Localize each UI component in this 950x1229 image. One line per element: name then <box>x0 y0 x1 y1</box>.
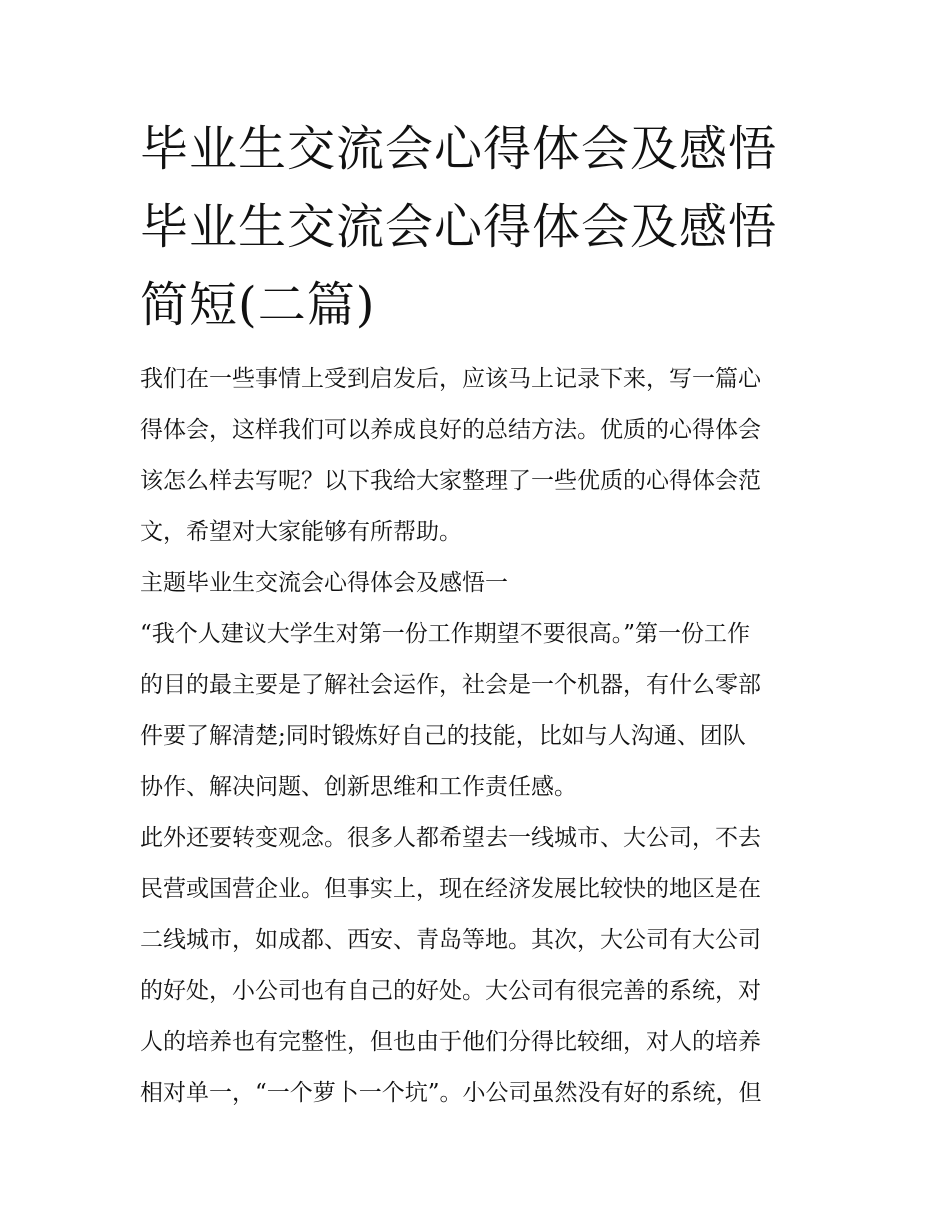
title-line: 简短(二篇) <box>140 277 376 333</box>
text-line: 主题毕业生交流会心得体会及感悟一 <box>140 570 508 596</box>
text-line: 的好处，小公司也有自己的好处。大公司有很完善的系统，对 <box>140 978 761 1004</box>
text-line: 人的培养也有完整性，但也由于他们分得比较细，对人的培养 <box>140 1029 761 1055</box>
text-line: 二线城市，如成都、西安、青岛等地。其次，大公司有大公司 <box>140 927 761 953</box>
text-line: 的目的最主要是了解社会运作，社会是一个机器，有什么零部 <box>140 672 761 698</box>
text-line: 文，希望对大家能够有所帮助。 <box>140 519 462 545</box>
text-line: 得体会，这样我们可以养成良好的总结方法。优质的心得体会 <box>140 417 761 443</box>
document-body <box>140 354 812 1119</box>
text-line: 我们在一些事情上受到启发后，应该马上记录下来，写一篇心 <box>140 366 761 392</box>
title-line: 毕业生交流会心得体会及感悟 <box>140 121 778 177</box>
body-paragraph <box>140 609 812 813</box>
text-line: 此外还要转变观念。很多人都希望去一线城市、大公司，不去 <box>140 825 761 851</box>
text-line: “我个人建议大学生对第一份工作期望不要很高。”第一份工作 <box>140 621 751 647</box>
section-heading <box>140 558 812 609</box>
title-line: 毕业生交流会心得体会及感悟 <box>140 199 778 255</box>
text-line: 协作、解决问题、创新思维和工作责任感。 <box>140 774 577 800</box>
text-line: 民营或国营企业。但事实上，现在经济发展比较快的地区是在 <box>140 876 761 902</box>
intro-paragraph <box>140 354 812 558</box>
document-page <box>140 110 812 1119</box>
text-line: 相对单一，“一个萝卜一个坑”。小公司虽然没有好的系统，但 <box>140 1080 762 1106</box>
text-line: 该怎么样去写呢？以下我给大家整理了一些优质的心得体会范 <box>140 468 761 494</box>
document-title <box>140 110 812 344</box>
body-paragraph <box>140 813 812 1119</box>
text-line: 件要了解清楚;同时锻炼好自己的技能，比如与人沟通、团队 <box>140 723 746 749</box>
